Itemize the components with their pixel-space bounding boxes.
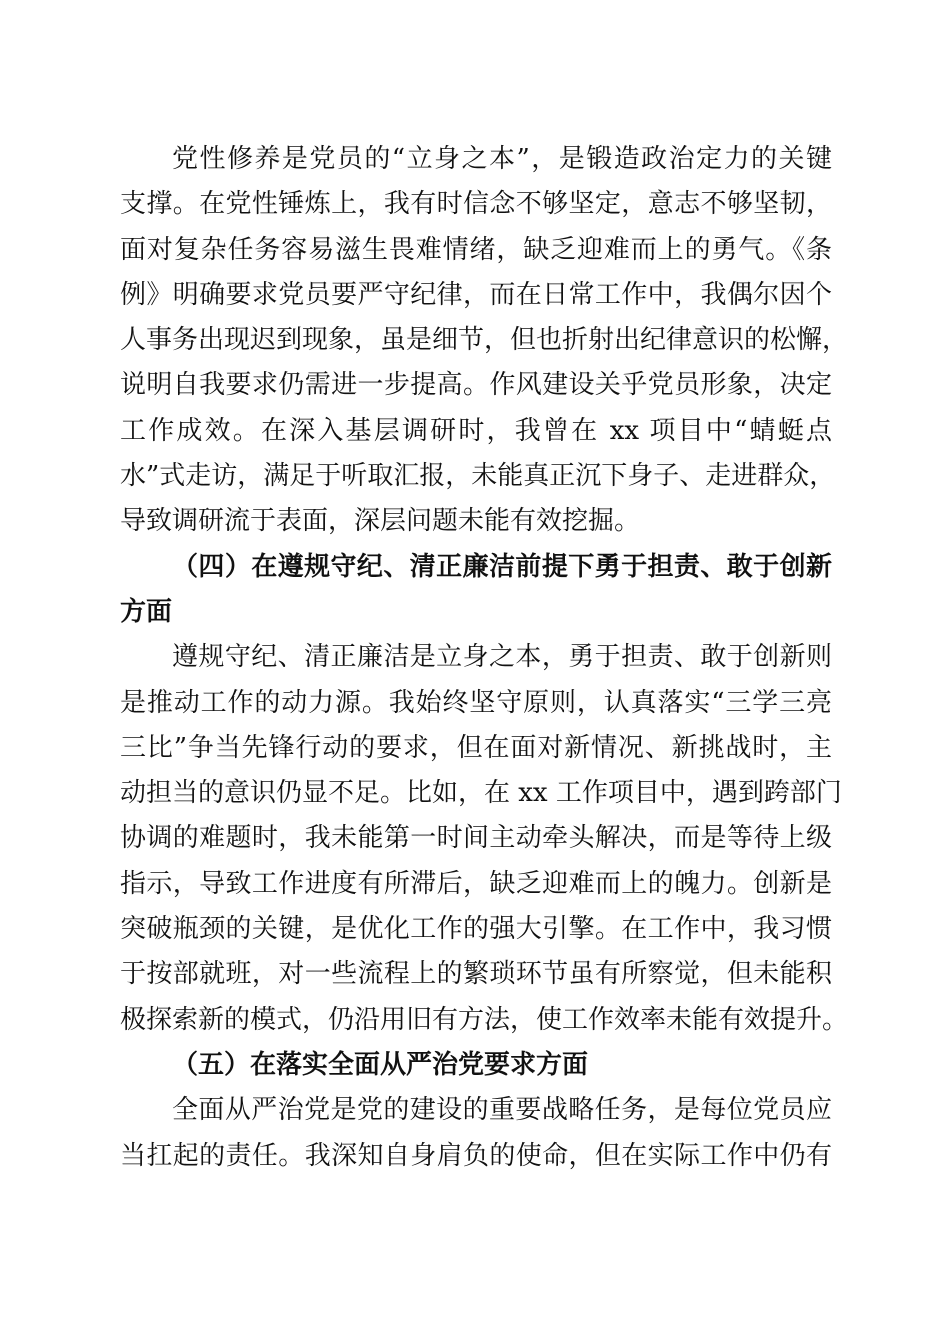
text-line: 全面从严治党是党的建设的重要战略任务，是每位党员应: [172, 1095, 832, 1126]
text-line: 是推动工作的动力源。我始终坚守原则，认真落实“三学三亮: [120, 687, 832, 718]
text-line: 例》明确要求党员要严守纪律，而在日常工作中，我偶尔因个: [120, 279, 832, 310]
text-line: 三比”争当先锋行动的要求，但在面对新情况、新挑战时，主: [120, 732, 832, 763]
text-line: 面对复杂任务容易滋生畏难情绪，缺乏迎难而上的勇气。《条: [120, 234, 832, 265]
text-line: 突破瓶颈的关键，是优化工作的强大引擎。在工作中，我习惯: [120, 914, 832, 945]
text-line: 指示，导致工作进度有所滞后，缺乏迎难而上的魄力。创新是: [120, 868, 832, 899]
text-line: 遵规守纪、清正廉洁是立身之本，勇于担责、敢于创新则: [172, 642, 832, 673]
paragraph-strict-governance: [120, 1088, 832, 1179]
text-line: 水”式走访，满足于听取汇报，未能真正沉下身子、走进群众，: [120, 461, 836, 492]
document-body: [120, 137, 849, 1179]
text-line: 协调的难题时，我未能第一时间主动牵头解决，而是等待上级: [120, 823, 832, 854]
section-heading-4: [120, 545, 832, 636]
text-line: 动担当的意识仍显不足。比如，在 xx 工作项目中，遇到跨部门: [120, 778, 842, 809]
text-line: 党性修养是党员的“立身之本”，是锻造政治定力的关键: [172, 144, 832, 174]
paragraph-party-spirit: [120, 137, 849, 545]
text-line: 导致调研流于表面，深层问题未能有效挖掘。: [120, 506, 641, 537]
text-line: 当扛起的责任。我深知自身肩负的使命，但在实际工作中仍有: [120, 1140, 832, 1171]
text-line: 人事务出现迟到现象，虽是细节，但也折射出纪律意识的松懈，: [120, 325, 849, 356]
text-line: 于按部就班，对一些流程上的繁琐环节虽有所察觉，但未能积: [120, 959, 832, 990]
heading-line: （五）在落实全面从严治党要求方面: [172, 1049, 589, 1080]
text-line: 说明自我要求仍需进一步提高。作风建设关乎党员形象，决定: [120, 370, 832, 401]
text-line: 极探索新的模式，仍沿用旧有方法，使工作效率未能有效提升。: [120, 1004, 849, 1035]
section-heading-5: [120, 1043, 832, 1088]
heading-line: （四）在遵规守纪、清正廉洁前提下勇于担责、敢于创新: [172, 551, 832, 582]
paragraph-responsibility-innovation: [120, 635, 849, 1043]
text-line: 支撑。在党性锤炼上，我有时信念不够坚定，意志不够坚韧，: [120, 189, 832, 220]
text-line: 工作成效。在深入基层调研时，我曾在 xx 项目中“蜻蜓点: [120, 415, 832, 446]
heading-line: 方面: [120, 596, 173, 627]
